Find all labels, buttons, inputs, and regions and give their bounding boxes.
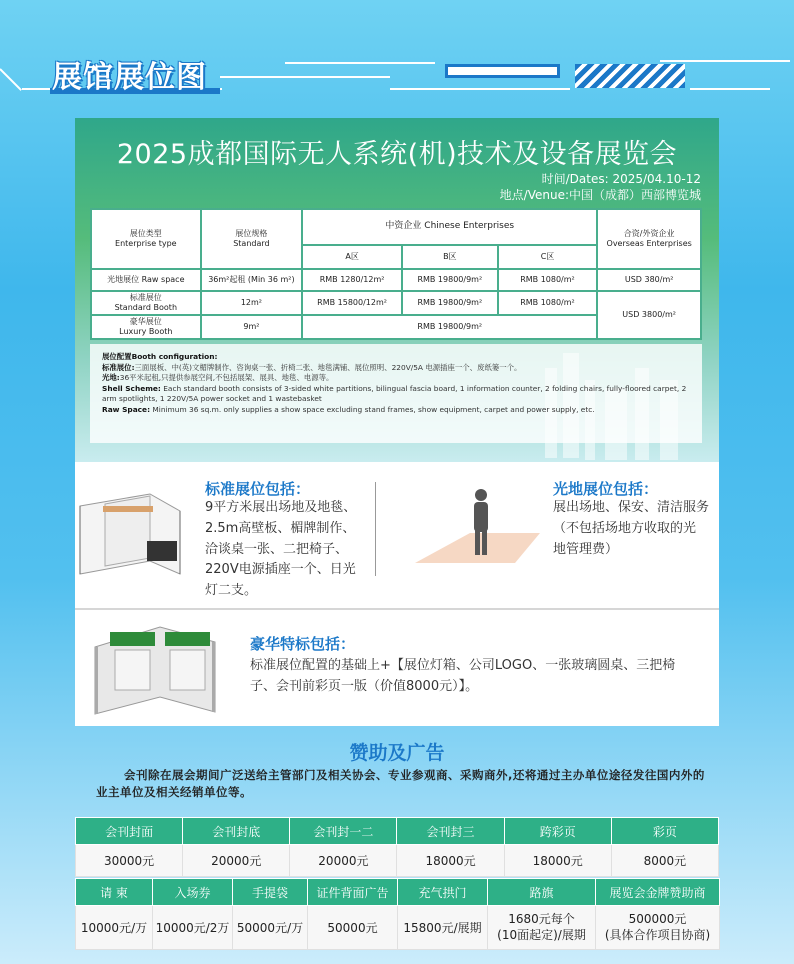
config-rawspace-label: Raw Space: bbox=[102, 404, 151, 414]
standard-section-text bbox=[205, 498, 356, 602]
expo-venue: 地点/Venue:中国（成都）西部博览城 bbox=[499, 188, 701, 202]
raw-price-a: RMB 1280/12m² bbox=[302, 269, 402, 291]
header-zone-a: A区 bbox=[302, 245, 402, 269]
ad-header: 入场券 bbox=[153, 879, 233, 906]
ad-header: 展览会金牌赞助商 bbox=[596, 879, 720, 906]
header-line-right bbox=[690, 88, 770, 90]
booth-price-table bbox=[90, 208, 702, 340]
expo-dates: 时间/Dates: 2025/04.10-12 bbox=[541, 172, 701, 186]
raw-line: 地管理费） bbox=[553, 541, 619, 557]
header-line-right-2 bbox=[660, 60, 790, 62]
header-bar-mid bbox=[445, 64, 560, 78]
config-rawspace-text: Minimum 36 sq.m. only supplies a show space excluding stand frames, show equipment, carpet and power supply, etc. bbox=[152, 404, 595, 414]
ad-header: 充气拱门 bbox=[398, 879, 488, 906]
ad-price: 50000元/万 bbox=[233, 906, 308, 950]
std-lux-price-overseas: USD 3800/m² bbox=[597, 291, 701, 339]
ad-price: 18000元 bbox=[397, 845, 504, 877]
standard-line: 9平方米展出场地及地毯、 bbox=[205, 500, 357, 515]
standard-line: 220V电源插座一个、日光 bbox=[205, 562, 356, 578]
ad-header: 跨彩页 bbox=[504, 818, 611, 845]
standard-section-title: 标准展位包括： bbox=[205, 480, 311, 498]
expo-title: 2025成都国际无人系统(机)技术及设备展览会 bbox=[116, 139, 678, 170]
lux-price: RMB 19800/9m² bbox=[302, 315, 597, 339]
section-divider bbox=[75, 608, 719, 610]
ad-header: 会刊封三 bbox=[397, 818, 504, 845]
std-type bbox=[91, 291, 201, 315]
header-text: Enterprise type bbox=[115, 239, 177, 248]
std-standard: 12m² bbox=[201, 291, 303, 315]
raw-price-c: RMB 1080/m² bbox=[498, 269, 598, 291]
ad-price: 15800元/展期 bbox=[398, 906, 488, 950]
luxury-line: 子、会刊前彩页一版（价值8000元）】。 bbox=[250, 678, 479, 694]
ad-price-table-2 bbox=[75, 878, 720, 950]
header-text: 展位规格 bbox=[235, 229, 268, 238]
config-std-label: 标准展位: bbox=[102, 362, 135, 372]
ad-price: 50000元 bbox=[308, 906, 398, 950]
ad-header: 会刊封一二 bbox=[290, 818, 397, 845]
ad-price: 10000元/2万 bbox=[153, 906, 233, 950]
config-shell-label: Shell Scheme: bbox=[102, 383, 161, 393]
ad-header: 会刊封面 bbox=[76, 818, 183, 845]
header-text: Overseas Enterprises bbox=[606, 239, 692, 248]
lux-type-cn: 豪华展位 bbox=[129, 317, 162, 326]
ad-price: 8000元 bbox=[611, 845, 718, 877]
ad-price: 20000元 bbox=[183, 845, 290, 877]
ad-header: 请 柬 bbox=[76, 879, 153, 906]
page-title: 展馆展位图 bbox=[52, 60, 207, 95]
sponsorship-description: 会刊除在展会期间广泛送给主管部门及相关协会、专业参观商、采购商外,还将通过主办单位途径发往国内外的业主单位及相关经销单位等。 bbox=[96, 768, 705, 800]
lux-standard: 9m² bbox=[201, 315, 303, 339]
section-divider-vertical bbox=[375, 482, 376, 576]
header-text: Standard bbox=[233, 239, 270, 248]
ad-price: 10000元/万 bbox=[76, 906, 153, 950]
std-price-a: RMB 15800/12m² bbox=[302, 291, 402, 315]
header-overseas bbox=[597, 209, 701, 269]
header-enterprise-type bbox=[91, 209, 201, 269]
raw-space-illustration bbox=[410, 483, 545, 573]
header-chinese-enterprises: 中资企业 Chinese Enterprises bbox=[302, 209, 597, 245]
ad-header: 路旗 bbox=[488, 879, 596, 906]
luxury-section-title: 豪华特标包括： bbox=[250, 635, 356, 653]
config-raw-text: 36平米起租,只提供参展空间,不包括展架、展具、地毯、电源等。 bbox=[119, 373, 334, 383]
standard-line: 灯二支。 bbox=[205, 583, 258, 599]
header-line-2 bbox=[220, 76, 390, 78]
header-zone-c: C区 bbox=[498, 245, 598, 269]
raw-line: （不包括场地方收取的光 bbox=[553, 520, 697, 536]
sponsorship-title: 赞助及广告 bbox=[349, 742, 445, 764]
ad-price: 20000元 bbox=[290, 845, 397, 877]
config-std-text: 三面展板、中(英)文楣牌制作、咨询桌一张、折椅二张、地毯满铺、展位照明、220V/5A 电源插座一个、废纸篓一个。 bbox=[134, 362, 522, 372]
raw-type: 光地展位 Raw space bbox=[91, 269, 201, 291]
luxury-booth-illustration bbox=[90, 622, 220, 717]
ad-price-table-1 bbox=[75, 817, 719, 877]
expo-banner bbox=[75, 118, 719, 462]
header-line-3 bbox=[390, 88, 570, 90]
header-standard bbox=[201, 209, 303, 269]
standard-line: 2.5m高壁板、楣牌制作、 bbox=[205, 520, 356, 536]
raw-line: 展出场地、保安、清洁服务 bbox=[553, 500, 710, 515]
header-zone-b: B区 bbox=[402, 245, 498, 269]
ad-header: 会刊封底 bbox=[183, 818, 290, 845]
standard-line: 洽谈桌一张、二把椅子、 bbox=[205, 541, 349, 557]
std-type-cn: 标准展位 bbox=[129, 293, 162, 302]
lux-type bbox=[91, 315, 201, 339]
raw-price-overseas: USD 380/m² bbox=[597, 269, 701, 291]
config-title: 展位配置Booth configuration: bbox=[102, 352, 218, 361]
ad-price: 1680元每个 (10面起定)/展期 bbox=[488, 906, 596, 950]
header-line-top bbox=[285, 62, 435, 64]
header-text: 展位类型 bbox=[129, 229, 162, 238]
ad-header: 手提袋 bbox=[233, 879, 308, 906]
ad-header: 彩页 bbox=[611, 818, 718, 845]
exhibition-card bbox=[75, 118, 719, 726]
std-price-b: RMB 19800/9m² bbox=[402, 291, 498, 315]
raw-price-b: RMB 19800/9m² bbox=[402, 269, 498, 291]
raw-section-title: 光地展位包括： bbox=[553, 480, 659, 498]
raw-section-text bbox=[553, 498, 709, 560]
raw-standard: 36m²起租 (Min 36 m²) bbox=[201, 269, 303, 291]
lux-type-en: Luxury Booth bbox=[119, 327, 173, 336]
standard-booth-illustration bbox=[75, 486, 185, 578]
booth-configuration bbox=[90, 344, 702, 443]
header-stripes bbox=[575, 64, 685, 88]
ad-price: 30000元 bbox=[76, 845, 183, 877]
header-text: 合资/外资企业 bbox=[623, 229, 675, 238]
luxury-section-text bbox=[250, 656, 675, 698]
config-shell-text: Each standard booth consists of 3-sided white partitions, bilingual fascia board, 1 information counter, 2 folding chairs, fully-floored carpet, 2 arm spotlights, 1 220V/5A power socket and 1 wastebasket bbox=[102, 383, 687, 404]
ad-header: 证件背面广告 bbox=[308, 879, 398, 906]
std-price-c: RMB 1080/m² bbox=[498, 291, 598, 315]
ad-price: 18000元 bbox=[504, 845, 611, 877]
header-line-left bbox=[0, 68, 22, 91]
ad-price: 500000元 (具体合作项目协商) bbox=[596, 906, 720, 950]
std-type-en: Standard Booth bbox=[114, 303, 178, 312]
config-raw-label: 光地: bbox=[102, 373, 120, 383]
luxury-line: 标准展位配置的基础上+【展位灯箱、公司LOGO、一张玻璃圆桌、三把椅 bbox=[250, 658, 676, 673]
